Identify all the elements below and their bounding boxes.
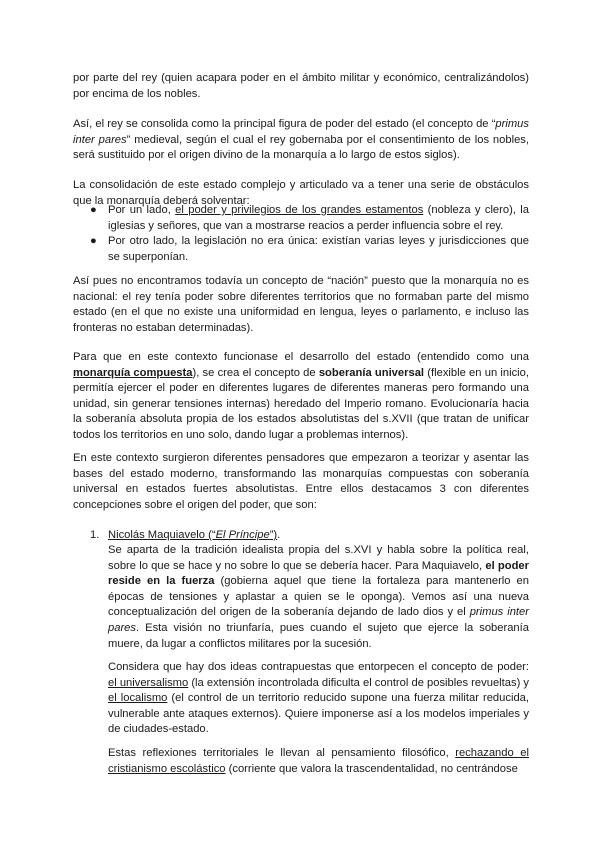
bullet-item-estamentos: [108, 203, 529, 234]
underlined-term: rechazando el cristianismo escolástico: [108, 747, 529, 775]
paragraph-nobles: [73, 71, 529, 102]
paragraph-text: En este contexto surgieron diferentes pensadores que empezaron a teorizar y asentar las bases del estado moderno, transformando las monarquías compuestas con soberanía universal en estados fuertes absolutistas. Entre ellos destacamos 3 con diferentes concepciones sobre el origen del poder, que son:: [73, 452, 529, 511]
italic-term: primus inter pares: [108, 606, 529, 634]
text-run: . Esta visión no triunfaría, pues cuando el sujeto que ejerce la soberanía muere, da lugar a conflictos militares por la sucesión.: [108, 621, 529, 650]
text-run: ”): [269, 529, 278, 541]
paragraph-text: por parte del rey (quien acapara poder en el ámbito militar y económico, centralizándolos) por encima de los nobles.: [73, 72, 529, 100]
text-run: (el control de un territorio reducido supone una fuerza militar reducida, vulnerable ante ataques externos). Quiere imponerse así a los modelos imperiales y de ciudades-estado.: [108, 692, 529, 736]
bullet-icon: ●: [90, 235, 97, 247]
paragraph-maquiavelo-filosofia: [108, 746, 529, 777]
paragraph-soberania: [73, 350, 529, 444]
bullet-item-legislacion: [108, 234, 529, 265]
paragraph-maquiavelo-universalismo: [108, 660, 529, 738]
text-run: (flexible en un inicio, permitía ejercer el poder en diferentes lugares de diferentes maneras pero formando una unidad, sin generar tensiones internas) heredado del Imperio romano. Evolucionaría hacia la soberanía absoluta propia de los estados absolutistas del s.XVII (que tratan de unificar todos los territorios en uno solo, dando lugar a problemas internos).: [73, 366, 529, 441]
text-run: (gobierna aquel que tiene la fortaleza para mantenerlo en épocas de tensiones y aplastar a quien se le oponga). Vemos así una nueva conceptualización del origen de la soberanía dejando de lado dios y el: [108, 575, 530, 619]
text-run: (nobleza y clero), la iglesias y señores, que van a mostrarse reacios a perder influencia sobre el rey.: [108, 204, 529, 232]
text-run: (corriente que valora la trascendentalidad, no centrándose: [225, 762, 518, 775]
text-run: ), se crea el concepto de: [192, 366, 319, 379]
list-number: 1.: [90, 529, 100, 541]
bullet-icon: ●: [90, 204, 97, 216]
underlined-term: el poder y privilegios de los grandes estamentos: [175, 204, 424, 216]
underlined-term: el localismo: [108, 692, 168, 705]
text-run: Por un lado,: [108, 204, 176, 216]
text-run: ” medieval, según el cual el rey gobernaba por el consentimiento de los nobles, será sustituido por el origen divino de la monarquía a lo largo de estos siglos).: [73, 133, 529, 162]
underlined-term: el universalismo: [108, 676, 189, 689]
paragraph-pensadores: [73, 451, 529, 513]
text-run: Considera que hay dos ideas contrapuestas que entorpecen el concepto de poder:: [108, 661, 529, 673]
paragraph-nacion: [73, 274, 529, 336]
italic-term: primus inter pares: [73, 118, 529, 146]
text-run: Nicolás Maquiavelo (“: [108, 529, 216, 541]
text-run: Para que en este contexto funcionase el desarrollo del estado (entendido como una: [73, 351, 529, 363]
text-run: Así, el rey se consolida como la principal figura de poder del estado (el concepto de “: [73, 118, 496, 130]
heading-maquiavelo: [108, 528, 529, 544]
bold-term: soberanía universal: [318, 366, 425, 379]
bold-term: el poder reside en la fuerza: [108, 559, 529, 588]
text-run: (la extensión incontrolada dificulta el control de posibles revueltas) y: [188, 676, 530, 689]
text-run: .: [277, 529, 281, 541]
bold-underlined-term: monarquía compuesta: [73, 366, 193, 379]
italic-title: El Príncipe: [215, 529, 270, 541]
text-run: Por otro lado, la legislación no era única: existían varias leyes y jurisdicciones que se superponían.: [108, 235, 529, 263]
paragraph-primus-inter-pares: [73, 117, 529, 164]
underlined-heading: [108, 529, 277, 541]
paragraph-maquiavelo-fuerza: [108, 543, 529, 652]
paragraph-text: La consolidación de este estado complejo y articulado va a tener una serie de obstáculos que la monarquía deberá solventar:: [73, 179, 529, 207]
paragraph-text: Así pues no encontramos todavía un concepto de “nación” puesto que la monarquía no es nacional: el rey tenía poder sobre diferentes territorios que no formaban parte del mismo estado (en el que no existe una uniformidad en lengua, leyes o parlamento, e incluso las fronteras no estaban determinadas).: [73, 275, 529, 334]
text-run: Se aparta de la tradición idealista propia del s.XVI y habla sobre la política real, sobre lo que se hace y no sobre lo que se debería hacer. Para Maquiavelo,: [108, 544, 529, 572]
text-run: Estas reflexiones territoriales le llevan al pensamiento filosófico,: [108, 747, 456, 759]
